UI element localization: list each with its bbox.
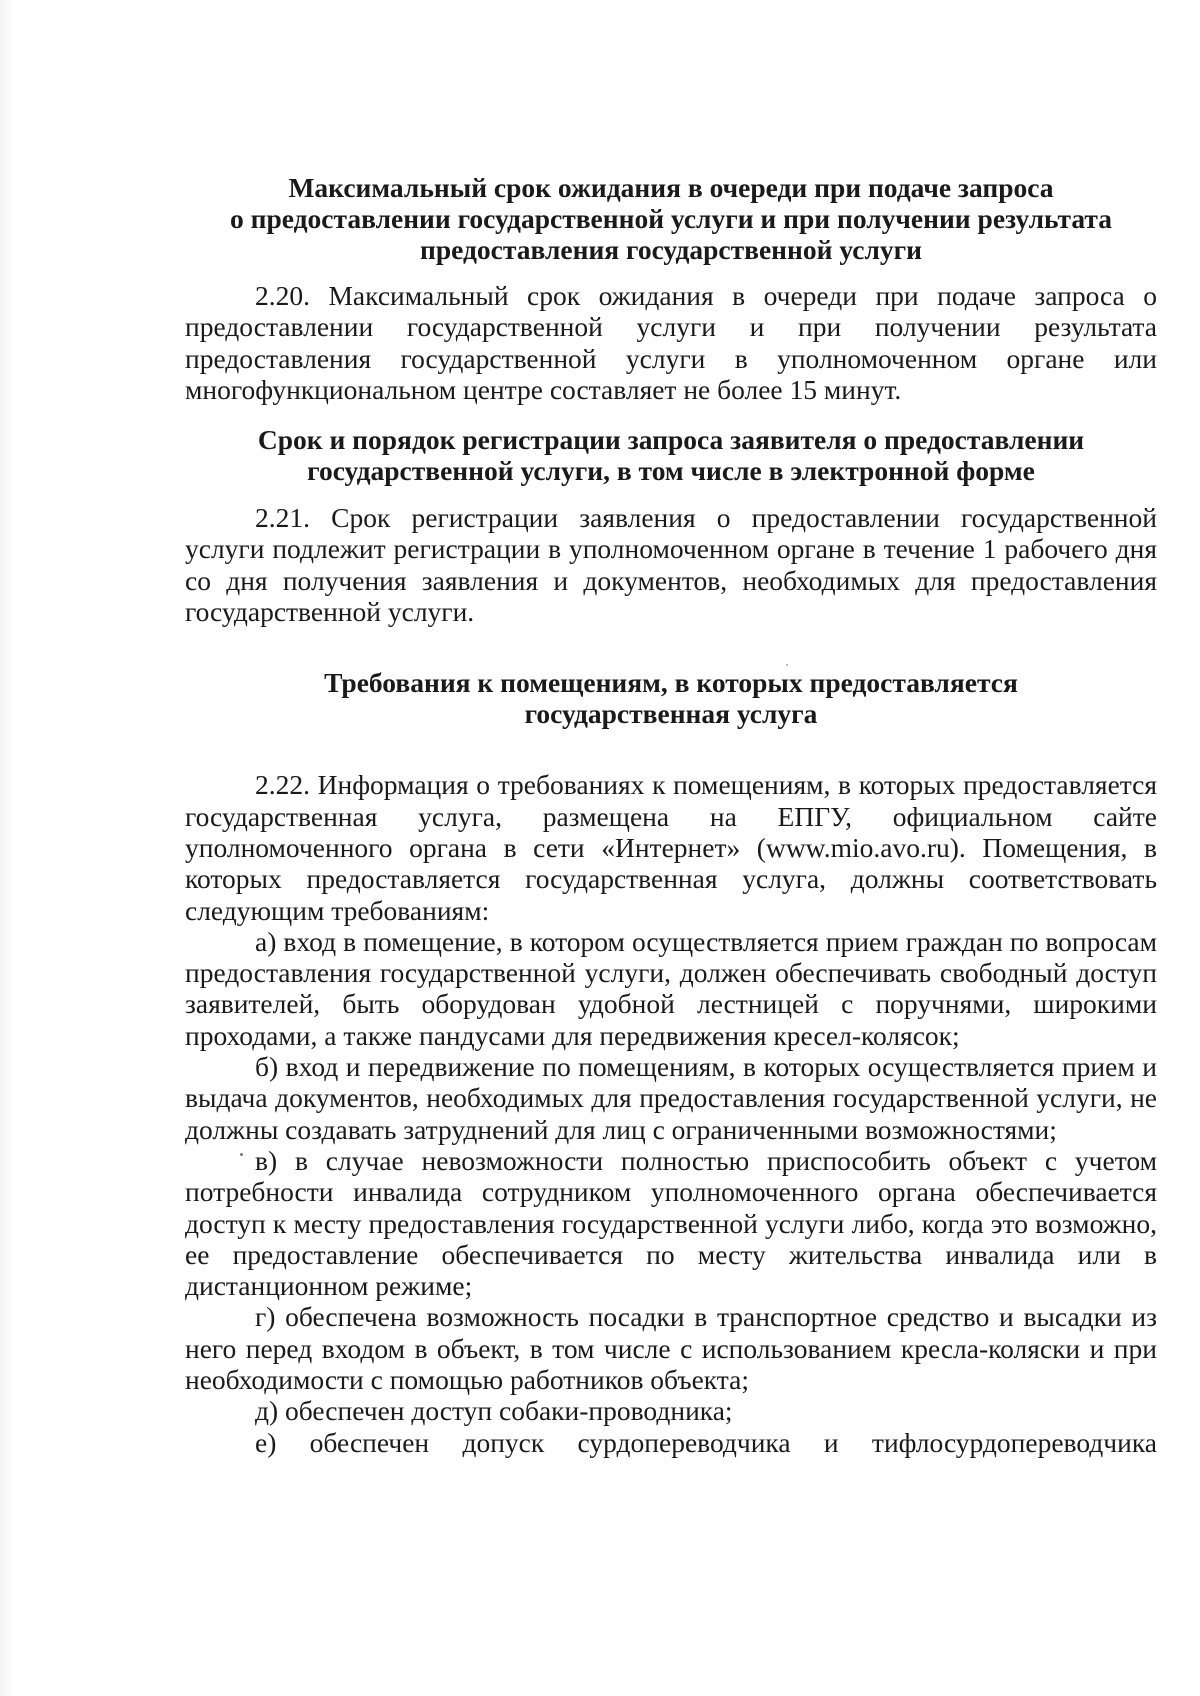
list-item-e: е) обеспечен допуск сурдопереводчика и тифлосурдопереводчика <box>255 1426 1157 1458</box>
list-item-g: г) обеспечена возможность посадки в транспортное средство и высадки из него перед входом в объект, в том числе с использованием кресла-коляски и при необходимости с помощью работников объекта; <box>185 1301 1157 1396</box>
heading-line: государственная услуга <box>524 698 818 730</box>
paragraph-2-20: 2.20. Максимальный срок ожидания в очереди при подаче запроса о предоставлении государственной услуги и при получении результата предоставления государственной услуги в уполномоченном органе или многофункциональном центре составляет не более 15 минут. <box>185 280 1157 405</box>
list-item-a: а) вход в помещение, в котором осуществляется прием граждан по вопросам предоставления государственной услуги, должен обеспечивать свободный доступ заявителей, быть оборудован удобной лестницей с поручнями, широкими проходами, а также пандусами для передвижения кресел-колясок; <box>185 925 1157 1051</box>
section-heading-registration <box>185 424 1157 486</box>
heading-line: о предоставлении государственной услуги и при получении результата <box>230 203 1112 234</box>
list-item-v: в) в случае невозможности полностью приспособить объект с учетом потребности инвалида сотрудником уполномоченного органа обеспечивается доступ к месту предоставления государственной услуги либо, когда это возможно, ее предоставление обеспечивается по месту жительства инвалида или в дистанционном режиме; <box>185 1144 1157 1302</box>
section-heading-premises <box>185 667 1157 729</box>
heading-line: предоставления государственной услуги <box>420 234 922 265</box>
list-item-d: д) обеспечен доступ собаки-проводника; <box>255 1395 733 1427</box>
section-heading-waiting-time <box>185 172 1157 265</box>
heading-line: государственной услуги, в том числе в электронной форме <box>307 455 1035 487</box>
list-item-b: б) вход и передвижение по помещениям, в которых осуществляется прием и выдача документов, необходимых для предоставления государственной услуги, не должны создавать затруднений для лиц с ограниченными возможностями; <box>185 1051 1157 1145</box>
paragraph-2-22: 2.22. Информация о требованиях к помещениям, в которых предоставляется государственная услуга, размещена на ЕПГУ, официальном сайте уполномоченного органа в сети «Интернет» (www.mio.avo.ru). Помещения, в которых предоставляется государственная услуга, должны соответствовать следующим требованиям: <box>185 769 1157 926</box>
document-body <box>185 172 1157 1458</box>
paragraph-2-21: 2.21. Срок регистрации заявления о предоставлении государственной услуги подлежит регистрации в уполномоченном органе в течение 1 рабочего дня со дня получения заявления и документов, необходимых для предоставления государственной услуги. <box>185 502 1157 628</box>
heading-line: Срок и порядок регистрации запроса заявителя о предоставлении <box>257 424 1085 456</box>
scan-edge-shadow <box>0 0 14 1696</box>
heading-line: Требования к помещениям, в которых предоставляется <box>324 667 1018 699</box>
heading-line: Максимальный срок ожидания в очереди при подаче запроса <box>288 172 1054 203</box>
